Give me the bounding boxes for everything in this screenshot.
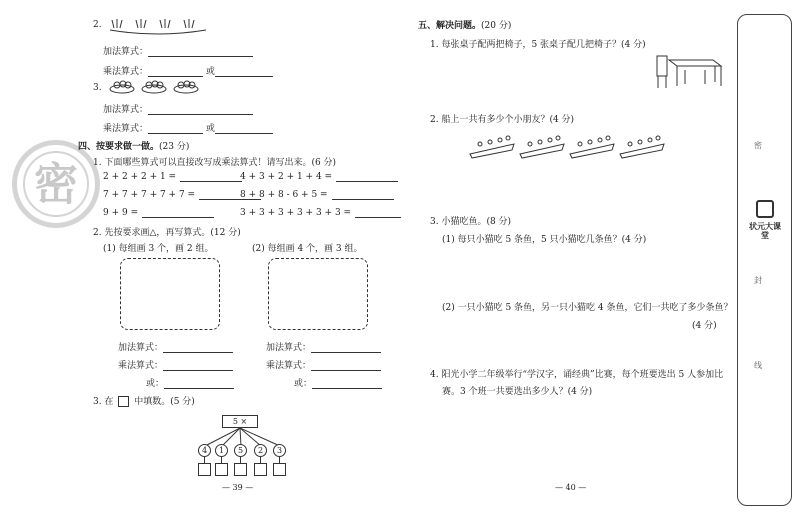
sec4-q2a-text: (1) 每组画 3 个，画 2 组。 bbox=[103, 244, 214, 254]
seal-char: 密 bbox=[23, 151, 89, 217]
mul-answer-line-2[interactable] bbox=[215, 124, 273, 134]
tree-node-number: 2 bbox=[254, 444, 267, 457]
add-label: 加法算式： bbox=[266, 343, 312, 353]
equation: 9 + 9 = bbox=[103, 208, 139, 218]
tree-node-number: 1 bbox=[215, 444, 228, 457]
mul-answer-line[interactable] bbox=[311, 361, 381, 371]
grass-bundles-image bbox=[108, 14, 208, 36]
mul-label: 乘法算式： bbox=[118, 361, 164, 371]
q3-text-b: 中填数。(5 分) bbox=[134, 397, 195, 407]
brand-name: 状元大课堂 bbox=[749, 221, 781, 240]
mul-answer-line-1[interactable] bbox=[148, 124, 203, 134]
section-5-title: 五、解决问题。 bbox=[418, 21, 482, 31]
draw1-add-row bbox=[118, 340, 233, 353]
brand-logo-icon bbox=[756, 200, 774, 218]
tree-node-number: 5 bbox=[234, 444, 247, 457]
draw2-add-row bbox=[266, 340, 381, 353]
secret-seal bbox=[12, 140, 100, 228]
page-number-right: — 40 — bbox=[555, 483, 587, 492]
eq-row bbox=[240, 172, 398, 182]
q3-number: 3. bbox=[93, 83, 102, 93]
seal-line-char: 封 bbox=[754, 276, 762, 285]
eq-row bbox=[103, 190, 261, 200]
sec4-q3-row bbox=[93, 394, 195, 407]
mul-label: 乘法算式： bbox=[266, 361, 312, 371]
sec4-q1-text: 1. 下面哪些算式可以直接改写成乘法算式！请写出来。(6 分) bbox=[93, 158, 337, 168]
add-label: 加法算式： bbox=[118, 343, 164, 353]
draw1-mul-row bbox=[118, 358, 233, 371]
section-5-heading bbox=[418, 18, 511, 31]
draw2-mul-row bbox=[266, 358, 381, 371]
draw2-or-row bbox=[294, 376, 382, 389]
answer-box[interactable] bbox=[273, 463, 286, 476]
blank-box-icon bbox=[118, 396, 129, 407]
eq-row bbox=[103, 208, 214, 218]
draw1-or-row bbox=[146, 376, 234, 389]
eq-row bbox=[240, 190, 394, 200]
add-label: 加法算式： bbox=[103, 47, 149, 57]
equation-answer-line[interactable] bbox=[332, 190, 394, 200]
drawing-box-1[interactable] bbox=[120, 258, 220, 330]
or-label: 或： bbox=[146, 379, 165, 389]
tree-node-number: 3 bbox=[273, 444, 286, 457]
or-answer-line[interactable] bbox=[312, 379, 382, 389]
or-label: 或 bbox=[205, 124, 215, 134]
r-q4-line2: 赛。3 个班一共要选出多少人？(4 分) bbox=[442, 387, 593, 397]
r-q3a-text: (1) 每只小猫吃 5 条鱼，5 只小猫吃几条鱼？(4 分) bbox=[442, 235, 647, 245]
eq-row bbox=[240, 208, 401, 218]
add-answer-line[interactable] bbox=[148, 47, 253, 57]
sec4-q2-text: 2. 先按要求画△，再写算式。(12 分) bbox=[93, 228, 241, 238]
fruit-plates-image bbox=[108, 76, 203, 96]
answer-box[interactable] bbox=[215, 463, 228, 476]
q2-number: 2. bbox=[93, 20, 102, 30]
eq-row bbox=[103, 172, 242, 182]
r-q2-text: 2. 船上一共有多少个小朋友？(4 分) bbox=[430, 115, 575, 125]
q3-text-a: 3. 在 bbox=[93, 397, 114, 407]
add-label: 加法算式： bbox=[103, 105, 149, 115]
r-q3b-text: (2) 一只小猫吃 5 条鱼，另一只小猫吃 4 条鱼，它们一共吃了多少条鱼？ bbox=[442, 303, 733, 313]
r-q3-text: 3. 小猫吃鱼。(8 分) bbox=[430, 217, 512, 227]
equation: 8 + 8 + 8 - 6 + 5 = bbox=[240, 190, 328, 200]
add-answer-line[interactable] bbox=[163, 343, 233, 353]
binding-sidebar bbox=[737, 14, 792, 506]
equation: 2 + 2 + 2 + 1 = bbox=[103, 172, 177, 182]
seal-line-char: 线 bbox=[754, 361, 762, 370]
equation-answer-line[interactable] bbox=[142, 208, 214, 218]
mul-label: 乘法算式： bbox=[103, 67, 149, 77]
r-q4-line1: 4. 阳光小学二年级举行“学汉字，诵经典”比赛，每个班要选出 5 人参加比 bbox=[430, 370, 724, 380]
drawing-box-2[interactable] bbox=[268, 258, 368, 330]
brand-logo bbox=[746, 200, 784, 270]
equation: 3 + 3 + 3 + 3 + 3 + 3 = bbox=[240, 208, 352, 218]
add-answer-line[interactable] bbox=[148, 105, 253, 115]
section-5-score: (20 分) bbox=[481, 21, 512, 31]
mul-answer-line[interactable] bbox=[163, 361, 233, 371]
q3-add-row bbox=[103, 102, 253, 115]
or-answer-line[interactable] bbox=[164, 379, 234, 389]
mul-answer-line-2[interactable] bbox=[215, 67, 273, 77]
answer-box[interactable] bbox=[254, 463, 267, 476]
sec4-q2b-text: (2) 每组画 4 个，画 3 组。 bbox=[252, 244, 363, 254]
answer-box[interactable] bbox=[234, 463, 247, 476]
section-4-heading bbox=[78, 139, 189, 152]
equation-answer-line[interactable] bbox=[355, 208, 401, 218]
tree-top-box: 5 × bbox=[222, 415, 258, 428]
mul-label: 乘法算式： bbox=[103, 124, 149, 134]
seal-line-char: 密 bbox=[754, 141, 762, 150]
equation-answer-line[interactable] bbox=[180, 172, 242, 182]
equation-answer-line[interactable] bbox=[336, 172, 398, 182]
tree-node-number: 4 bbox=[198, 444, 211, 457]
r-q3b-score: (4 分) bbox=[692, 321, 717, 331]
table-chairs-image bbox=[655, 50, 725, 90]
boats-image bbox=[468, 130, 668, 164]
section-4-title: 四、按要求做一做。 bbox=[78, 142, 160, 152]
q2-add-row bbox=[103, 44, 253, 57]
or-label: 或： bbox=[294, 379, 313, 389]
add-answer-line[interactable] bbox=[311, 343, 381, 353]
or-label: 或 bbox=[205, 67, 215, 77]
answer-box[interactable] bbox=[198, 463, 211, 476]
section-4-score: (23 分) bbox=[159, 142, 190, 152]
q3-mul-row bbox=[103, 121, 273, 134]
equation: 4 + 3 + 2 + 1 + 4 = bbox=[240, 172, 333, 182]
r-q1-text: 1. 每张桌子配两把椅子，5 张桌子配几把椅子？(4 分) bbox=[430, 40, 646, 50]
equation: 7 + 7 + 7 + 7 + 7 = bbox=[103, 190, 196, 200]
page-number-left: — 39 — bbox=[222, 483, 254, 492]
